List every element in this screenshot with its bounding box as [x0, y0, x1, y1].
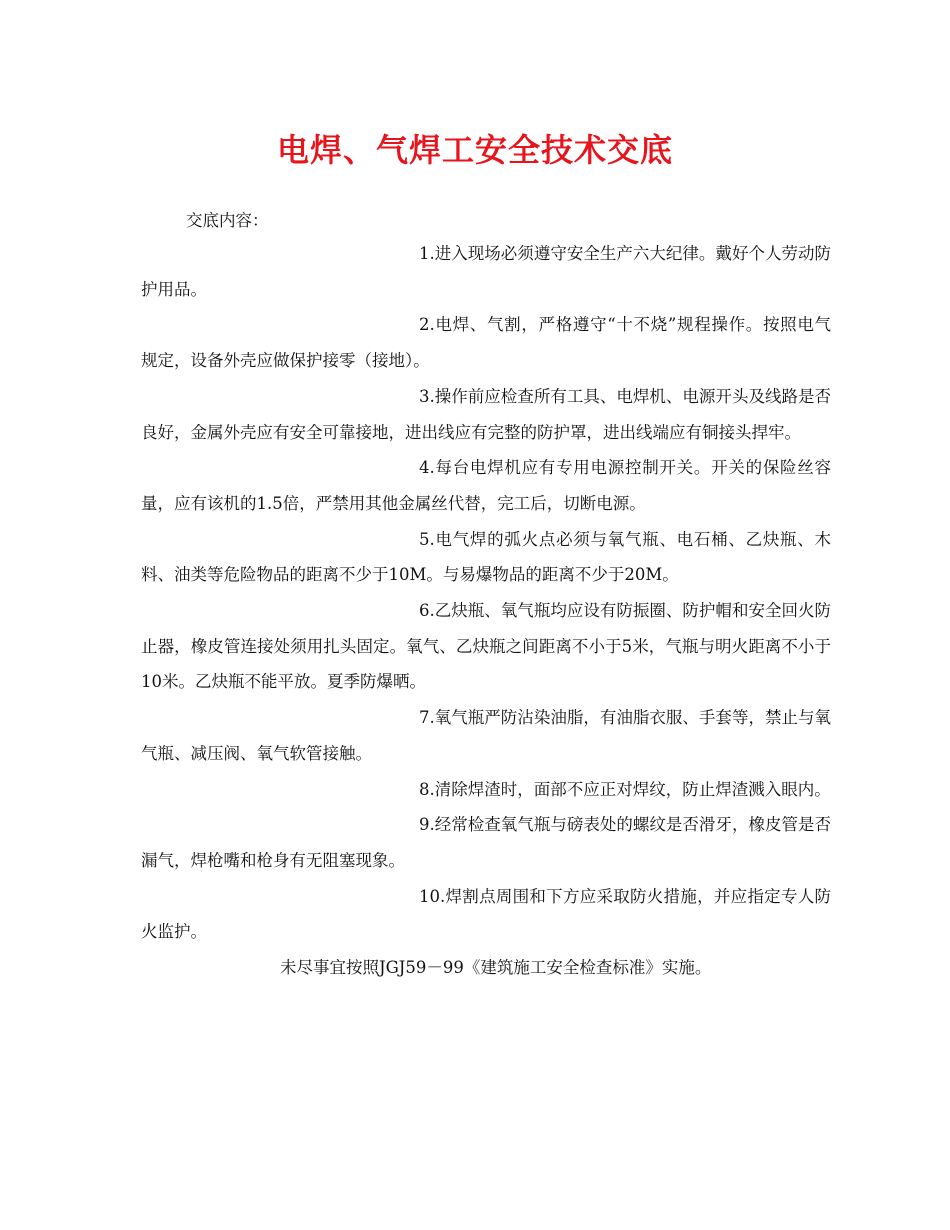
item-number: 1.: [419, 244, 435, 263]
list-item: [141, 807, 831, 878]
list-item: [141, 879, 831, 950]
item-number: 2.: [419, 315, 435, 335]
item-text: 电焊、气割，严格遵守“十不烧”规程操作。按照电气规定，设备外壳应做保护接零（接地）。: [141, 315, 831, 371]
item-number: 6.: [419, 601, 435, 621]
item-number: 4.: [419, 458, 435, 478]
document-title: 电焊、气焊工安全技术交底: [276, 131, 673, 169]
document-body: [141, 236, 831, 986]
list-item: [141, 450, 831, 521]
list-item: [141, 379, 831, 450]
item-number: 9.: [419, 815, 435, 835]
intro-label: 交底内容：: [186, 211, 269, 230]
item-number: 3.: [419, 386, 435, 406]
item-text: 清除焊渣时，面部不应正对焊纹，防止焊渣溅入眼内。: [434, 779, 831, 799]
item-text: 经常检查氧气瓶与磅表处的螺纹是否滑牙，橡皮管是否漏气，焊枪嘴和枪身有无阻塞现象。: [141, 815, 831, 870]
item-text: 操作前应检查所有工具、电焊机、电源开头及线路是否良好，金属外壳应有安全可靠接地，进出线应有完整的防护罩，进出线端应有铜接头捍牢。: [141, 386, 831, 442]
item-text: 电气焊的弧火点必须与氧气瓶、电石桶、乙炔瓶、木料、油类等危险物品的距离不少于10M。与易爆物品的距离不少于20M。: [141, 529, 831, 585]
list-item: [141, 700, 831, 771]
item-number: 7.: [419, 708, 435, 728]
item-text: 氧气瓶严防沾染油脂，有油脂衣服、手套等，禁止与氧气瓶、减压阀、氧气软管接触。: [141, 708, 831, 763]
list-item: [141, 772, 831, 808]
list-item: [141, 593, 831, 700]
item-text: 进入现场必须遵守安全生产六大纪律。戴好个人劳动防护用品。: [141, 244, 831, 299]
list-item: [141, 522, 831, 593]
list-item: [141, 307, 831, 378]
closing-note: [141, 950, 831, 986]
item-number: 10.: [419, 886, 446, 906]
list-item: [141, 236, 831, 307]
closing-text: 未尽事宜按照JGJ59－99《建筑施工安全检查标准》实施。: [280, 958, 712, 978]
item-text: 焊割点周围和下方应采取防火措施，并应指定专人防火监护。: [141, 886, 831, 942]
item-text: 每台电焊机应有专用电源控制开关。开关的保险丝容量，应有该机的1.5倍，严禁用其他金属丝代替，完工后，切断电源。: [141, 458, 831, 513]
item-number: 5.: [419, 529, 435, 549]
item-text: 乙炔瓶、氧气瓶均应设有防振圈、防护帽和安全回火防止器，橡皮管连接处须用扎头固定。氧气、乙炔瓶之间距离不小于5米，气瓶与明火距离不小于10米。乙炔瓶不能平放。夏季防爆晒。: [141, 601, 831, 692]
item-number: 8.: [419, 779, 435, 799]
